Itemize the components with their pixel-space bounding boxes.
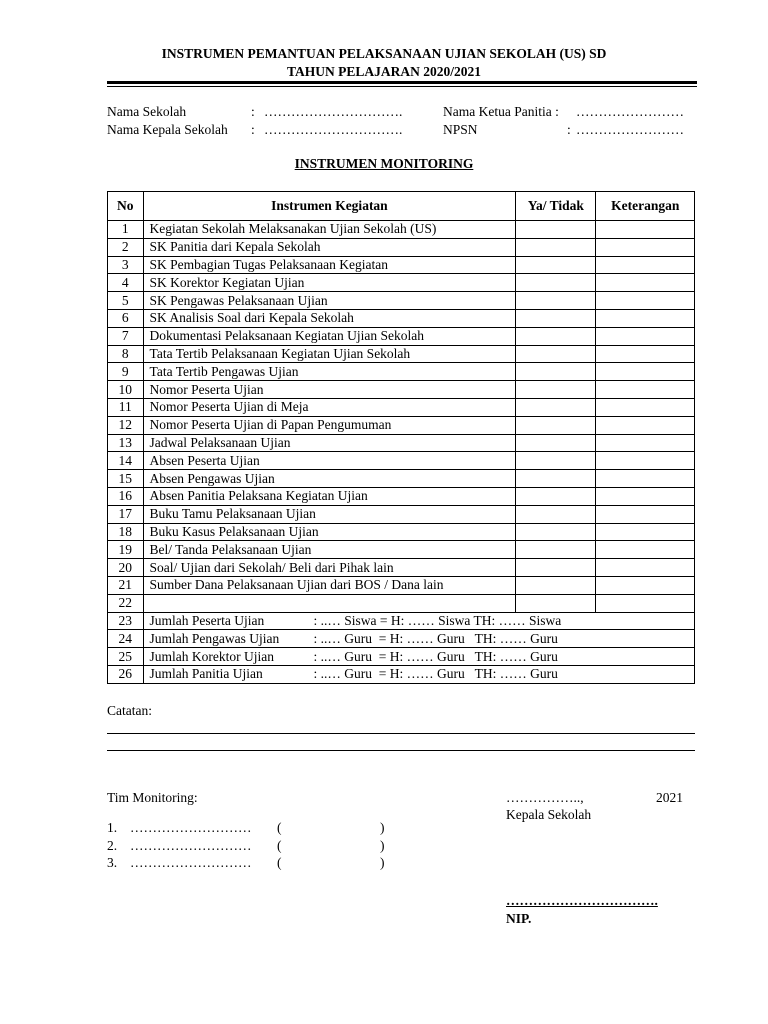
catatan-label: Catatan:: [107, 703, 152, 718]
row-instrumen: Sumber Dana Pelaksanaan Ujian dari BOS / Dana lain: [143, 576, 516, 594]
row-keterangan-cell[interactable]: [596, 505, 695, 523]
document-subtitle: TAHUN PELAJARAN 2020/2021: [286, 64, 481, 79]
table-row: [108, 559, 695, 577]
row-keterangan-cell[interactable]: [596, 523, 695, 541]
member-paren-close: ): [380, 837, 385, 853]
row-keterangan-cell[interactable]: [596, 221, 695, 239]
table-row: [108, 541, 695, 559]
row-number: 19: [108, 541, 144, 559]
row-ya-tidak-cell[interactable]: [516, 292, 596, 310]
row-number: 7: [108, 327, 144, 345]
row-number: 16: [108, 487, 144, 505]
member-name-field: ………………………: [130, 837, 252, 853]
summary-label: Jumlah Pengawas Ujian: [149, 630, 280, 646]
member-name-field: ………………………: [130, 820, 252, 835]
nama-sekolah-label: Nama Sekolah: [107, 104, 187, 119]
summary-cell: [143, 665, 694, 683]
monitoring-table: [107, 191, 695, 684]
member-paren-open: (: [277, 820, 282, 835]
summary-label: Jumlah Korektor Ujian: [149, 648, 275, 664]
row-keterangan-cell[interactable]: [596, 327, 695, 345]
row-number: 2: [108, 238, 144, 256]
row-number: 13: [108, 434, 144, 452]
row-keterangan-cell[interactable]: [596, 541, 695, 559]
kepala-sekolah-label: Kepala Sekolah: [506, 807, 592, 822]
row-ya-tidak-cell[interactable]: [516, 434, 596, 452]
row-instrumen: Tata Tertib Pelaksanaan Kegiatan Ujian Sekolah: [143, 345, 516, 363]
header-ya-tidak: Ya/ Tidak: [516, 192, 596, 221]
table-row: [108, 363, 695, 381]
row-ya-tidak-cell[interactable]: [516, 487, 596, 505]
row-instrumen: Nomor Peserta Ujian di Papan Pengumuman: [143, 416, 516, 434]
row-number: 6: [108, 309, 144, 327]
row-ya-tidak-cell[interactable]: [516, 559, 596, 577]
summary-row: [108, 648, 695, 666]
row-instrumen: Buku Kasus Pelaksanaan Ujian: [143, 523, 516, 541]
row-instrumen: SK Korektor Kegiatan Ujian: [143, 274, 516, 292]
table-row: [108, 416, 695, 434]
row-keterangan-cell[interactable]: [596, 452, 695, 470]
row-number: 8: [108, 345, 144, 363]
summary-cell: [143, 630, 694, 648]
row-ya-tidak-cell[interactable]: [516, 327, 596, 345]
table-row: [108, 576, 695, 594]
member-name-field: ………………………: [130, 855, 252, 870]
row-ya-tidak-cell[interactable]: [516, 256, 596, 274]
row-instrumen: SK Analisis Soal dari Kepala Sekolah: [143, 309, 516, 327]
table-row: [108, 292, 695, 310]
nama-ketua-field: ……………………: [576, 104, 684, 119]
row-instrumen: Nomor Peserta Ujian: [143, 381, 516, 399]
title-rule-thick: [107, 81, 697, 84]
nama-sekolah-field: ………………………….: [264, 104, 403, 119]
row-keterangan-cell[interactable]: [596, 559, 695, 577]
row-ya-tidak-cell[interactable]: [516, 381, 596, 399]
header-no: No: [108, 192, 144, 221]
table-row: [108, 487, 695, 505]
row-number: 12: [108, 416, 144, 434]
table-row: [108, 238, 695, 256]
row-ya-tidak-cell[interactable]: [516, 594, 596, 612]
tim-monitoring-label: Tim Monitoring:: [107, 790, 198, 805]
row-ya-tidak-cell[interactable]: [516, 274, 596, 292]
row-instrumen: SK Pengawas Pelaksanaan Ujian: [143, 292, 516, 310]
row-keterangan-cell[interactable]: [596, 576, 695, 594]
row-instrumen: Soal/ Ujian dari Sekolah/ Beli dari Pihak lain: [143, 559, 516, 577]
row-ya-tidak-cell[interactable]: [516, 505, 596, 523]
row-ya-tidak-cell[interactable]: [516, 452, 596, 470]
summary-row: [108, 630, 695, 648]
row-instrumen: Kegiatan Sekolah Melaksanakan Ujian Sekolah (US): [143, 221, 516, 239]
row-ya-tidak-cell[interactable]: [516, 576, 596, 594]
npsn-colon: :: [567, 122, 571, 137]
member-paren-open: (: [277, 855, 282, 870]
row-number: 5: [108, 292, 144, 310]
row-instrumen: Absen Peserta Ujian: [143, 452, 516, 470]
table-row: [108, 327, 695, 345]
row-ya-tidak-cell[interactable]: [516, 309, 596, 327]
member-paren-close: ): [380, 855, 385, 870]
row-number: 9: [108, 363, 144, 381]
nama-kepala-colon: :: [251, 122, 255, 137]
row-keterangan-cell[interactable]: [596, 470, 695, 488]
row-number: 18: [108, 523, 144, 541]
row-keterangan-cell[interactable]: [596, 292, 695, 310]
header-keterangan: Keterangan: [596, 192, 695, 221]
row-number: 3: [108, 256, 144, 274]
member-number: 1.: [107, 820, 118, 835]
summary-value: : ..… Guru = H: …… Guru TH: …… Guru: [313, 630, 558, 646]
row-keterangan-cell[interactable]: [596, 434, 695, 452]
table-row: [108, 398, 695, 416]
summary-row: [108, 665, 695, 683]
table-row: [108, 594, 695, 612]
row-keterangan-cell[interactable]: [596, 309, 695, 327]
table-row: [108, 470, 695, 488]
table-header-row: [108, 192, 695, 221]
row-number: 23: [108, 612, 144, 630]
nama-kepala-field: ………………………….: [264, 122, 403, 137]
summary-value: : ..… Guru = H: …… Guru TH: …… Guru: [313, 648, 558, 664]
row-instrumen: [143, 594, 516, 612]
row-instrumen: Tata Tertib Pengawas Ujian: [143, 363, 516, 381]
header-instrumen: Instrumen Kegiatan: [143, 192, 516, 221]
nama-sekolah-colon: :: [251, 104, 255, 119]
row-number: 4: [108, 274, 144, 292]
summary-value: : ..… Siswa = H: …… Siswa TH: …… Siswa: [313, 612, 562, 628]
summary-cell: [143, 612, 694, 630]
row-instrumen: Absen Pengawas Ujian: [143, 470, 516, 488]
title-rule-thin: [107, 86, 697, 87]
row-number: 25: [108, 648, 144, 666]
table-row: [108, 274, 695, 292]
row-keterangan-cell[interactable]: [596, 398, 695, 416]
row-number: 26: [108, 665, 144, 683]
row-number: 24: [108, 630, 144, 648]
row-keterangan-cell[interactable]: [596, 345, 695, 363]
table-row: [108, 221, 695, 239]
row-number: 20: [108, 559, 144, 577]
row-number: 10: [108, 381, 144, 399]
row-keterangan-cell[interactable]: [596, 363, 695, 381]
nama-kepala-label: Nama Kepala Sekolah: [107, 122, 228, 137]
place-date-field: ……………..,: [506, 790, 584, 805]
row-ya-tidak-cell[interactable]: [516, 363, 596, 381]
row-instrumen: Dokumentasi Pelaksanaan Kegiatan Ujian Sekolah: [143, 327, 516, 345]
row-instrumen: Absen Panitia Pelaksana Kegiatan Ujian: [143, 487, 516, 505]
summary-label: Jumlah Peserta Ujian: [149, 612, 265, 628]
table-row: [108, 345, 695, 363]
document-title: INSTRUMEN PEMANTUAN PELAKSANAAN UJIAN SEKOLAH (US) SD: [161, 46, 607, 61]
summary-value: : ..… Guru = H: …… Guru TH: …… Guru: [313, 666, 558, 682]
table-row: [108, 309, 695, 327]
row-instrumen: SK Pembagian Tugas Pelaksanaan Kegiatan: [143, 256, 516, 274]
npsn-field: ……………………: [576, 122, 684, 137]
section-title: INSTRUMEN MONITORING: [294, 156, 474, 171]
row-keterangan-cell[interactable]: [596, 416, 695, 434]
summary-label: Jumlah Panitia Ujian: [149, 666, 263, 682]
table-row: [108, 452, 695, 470]
table-row: [108, 434, 695, 452]
npsn-label: NPSN: [443, 122, 478, 137]
member-number: 3.: [107, 855, 118, 870]
table-row: [108, 256, 695, 274]
row-keterangan-cell[interactable]: [596, 487, 695, 505]
row-instrumen: Buku Tamu Pelaksanaan Ujian: [143, 505, 516, 523]
nip-label: NIP.: [506, 911, 532, 926]
catatan-line-2: [107, 750, 695, 751]
row-ya-tidak-cell[interactable]: [516, 398, 596, 416]
row-ya-tidak-cell[interactable]: [516, 541, 596, 559]
summary-cell: [143, 648, 694, 666]
signature-name-field: …………………………….: [506, 893, 658, 908]
row-instrumen: SK Panitia dari Kepala Sekolah: [143, 238, 516, 256]
catatan-line-1: [107, 733, 695, 734]
row-instrumen: Nomor Peserta Ujian di Meja: [143, 398, 516, 416]
table-row: [108, 505, 695, 523]
row-keterangan-cell[interactable]: [596, 274, 695, 292]
row-ya-tidak-cell[interactable]: [516, 523, 596, 541]
row-ya-tidak-cell[interactable]: [516, 221, 596, 239]
member-paren-open: (: [277, 837, 282, 853]
row-instrumen: Bel/ Tanda Pelaksanaan Ujian: [143, 541, 516, 559]
row-number: 22: [108, 594, 144, 612]
row-keterangan-cell[interactable]: [596, 238, 695, 256]
row-number: 15: [108, 470, 144, 488]
summary-row: [108, 612, 695, 630]
row-ya-tidak-cell[interactable]: [516, 238, 596, 256]
row-number: 1: [108, 221, 144, 239]
row-ya-tidak-cell[interactable]: [516, 345, 596, 363]
member-number: 2.: [107, 837, 118, 853]
row-number: 17: [108, 505, 144, 523]
member-paren-close: ): [380, 820, 385, 835]
row-ya-tidak-cell[interactable]: [516, 416, 596, 434]
row-number: 21: [108, 576, 144, 594]
row-ya-tidak-cell[interactable]: [516, 470, 596, 488]
row-instrumen: Jadwal Pelaksanaan Ujian: [143, 434, 516, 452]
nama-ketua-label: Nama Ketua Panitia :: [443, 104, 559, 119]
row-keterangan-cell[interactable]: [596, 256, 695, 274]
table-row: [108, 381, 695, 399]
table-row: [108, 523, 695, 541]
row-number: 14: [108, 452, 144, 470]
row-number: 11: [108, 398, 144, 416]
row-keterangan-cell[interactable]: [596, 381, 695, 399]
signature-year: 2021: [656, 790, 683, 805]
row-keterangan-cell[interactable]: [596, 594, 695, 612]
